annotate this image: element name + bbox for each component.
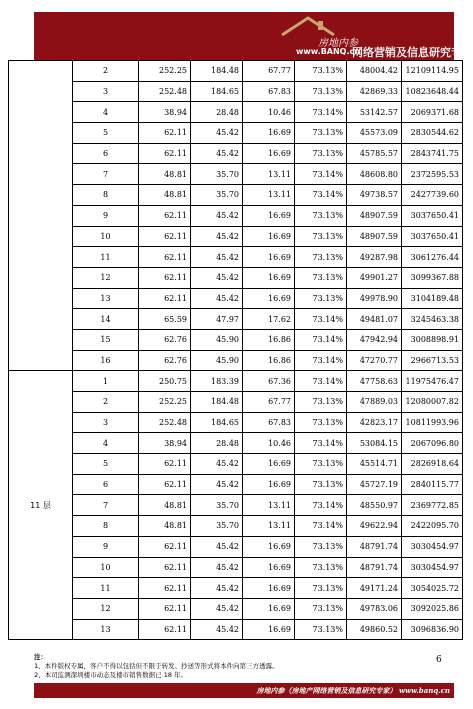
table-row xyxy=(9,226,463,247)
ratio-cell: 73.14% xyxy=(295,371,347,392)
total-price-cell: 11975476.47 xyxy=(402,371,463,392)
area-b-cell: 184.48 xyxy=(191,61,243,82)
unit-no-cell: 6 xyxy=(73,474,139,495)
area-a-cell: 62.11 xyxy=(139,288,191,309)
total-price-cell: 3061276.44 xyxy=(402,247,463,268)
area-a-cell: 62.11 xyxy=(139,247,191,268)
floor-cell: 11 层 xyxy=(9,371,73,640)
area-c-cell: 16.69 xyxy=(243,578,295,599)
area-a-cell: 62.11 xyxy=(139,598,191,619)
unit-no-cell: 3 xyxy=(73,81,139,102)
notes-title: 注： xyxy=(34,653,47,661)
table-row xyxy=(9,619,463,640)
total-price-cell: 3245463.38 xyxy=(402,309,463,330)
unit-no-cell: 9 xyxy=(73,536,139,557)
area-a-cell: 62.11 xyxy=(139,474,191,495)
unit-price-cell: 49171.24 xyxy=(347,578,402,599)
area-c-cell: 16.69 xyxy=(243,557,295,578)
table-row xyxy=(9,474,463,495)
unit-price-cell: 45785.57 xyxy=(347,143,402,164)
ratio-cell: 73.13% xyxy=(295,267,347,288)
area-c-cell: 13.11 xyxy=(243,495,295,516)
ratio-cell: 73.13% xyxy=(295,61,347,82)
table-row xyxy=(9,185,463,206)
unit-price-cell: 49978.90 xyxy=(347,288,402,309)
area-b-cell: 45.42 xyxy=(191,247,243,268)
site-name: 房地内参 xyxy=(318,38,358,49)
area-a-cell: 62.11 xyxy=(139,536,191,557)
table-row xyxy=(9,81,463,102)
table-row xyxy=(9,598,463,619)
unit-price-cell: 48004.42 xyxy=(347,61,402,82)
area-b-cell: 183.39 xyxy=(191,371,243,392)
unit-price-cell: 47758.63 xyxy=(347,371,402,392)
area-b-cell: 35.70 xyxy=(191,164,243,185)
total-price-cell: 12109114.95 xyxy=(402,61,463,82)
unit-price-cell: 47270.77 xyxy=(347,350,402,371)
ratio-cell: 73.14% xyxy=(295,102,347,123)
ratio-cell: 73.13% xyxy=(295,454,347,475)
unit-no-cell: 12 xyxy=(73,267,139,288)
area-b-cell: 45.42 xyxy=(191,205,243,226)
unit-no-cell: 5 xyxy=(73,454,139,475)
area-c-cell: 16.69 xyxy=(243,536,295,557)
area-c-cell: 16.69 xyxy=(243,143,295,164)
area-c-cell: 67.36 xyxy=(243,371,295,392)
area-c-cell: 10.46 xyxy=(243,102,295,123)
total-price-cell: 2422095.70 xyxy=(402,516,463,537)
table-row xyxy=(9,536,463,557)
area-c-cell: 13.11 xyxy=(243,516,295,537)
unit-price-cell: 49901.27 xyxy=(347,267,402,288)
unit-no-cell: 5 xyxy=(73,123,139,144)
table-row xyxy=(9,205,463,226)
table-row xyxy=(9,247,463,268)
ratio-cell: 73.13% xyxy=(295,619,347,640)
table-row xyxy=(9,392,463,413)
total-price-cell: 3092025.86 xyxy=(402,598,463,619)
ratio-cell: 73.13% xyxy=(295,226,347,247)
total-price-cell: 10823648.44 xyxy=(402,81,463,102)
area-b-cell: 45.42 xyxy=(191,123,243,144)
area-a-cell: 65.59 xyxy=(139,309,191,330)
unit-price-cell: 47942.94 xyxy=(347,329,402,350)
ratio-cell: 73.13% xyxy=(295,557,347,578)
unit-no-cell: 8 xyxy=(73,516,139,537)
area-a-cell: 48.81 xyxy=(139,516,191,537)
unit-no-cell: 13 xyxy=(73,619,139,640)
area-c-cell: 67.83 xyxy=(243,412,295,433)
total-price-cell: 2840115.77 xyxy=(402,474,463,495)
unit-no-cell: 14 xyxy=(73,309,139,330)
area-c-cell: 13.11 xyxy=(243,164,295,185)
ratio-cell: 73.13% xyxy=(295,123,347,144)
total-price-cell: 2843741.75 xyxy=(402,143,463,164)
area-a-cell: 38.94 xyxy=(139,102,191,123)
unit-no-cell: 15 xyxy=(73,329,139,350)
table-row xyxy=(9,557,463,578)
ratio-cell: 73.14% xyxy=(295,433,347,454)
area-b-cell: 45.90 xyxy=(191,350,243,371)
area-a-cell: 62.76 xyxy=(139,350,191,371)
unit-no-cell: 8 xyxy=(73,185,139,206)
unit-no-cell: 10 xyxy=(73,557,139,578)
area-b-cell: 45.90 xyxy=(191,329,243,350)
ratio-cell: 73.13% xyxy=(295,392,347,413)
area-b-cell: 28.48 xyxy=(191,433,243,454)
total-price-cell: 2826918.64 xyxy=(402,454,463,475)
unit-no-cell: 1 xyxy=(73,371,139,392)
unit-price-cell: 45573.09 xyxy=(347,123,402,144)
total-price-cell: 3037650.41 xyxy=(402,205,463,226)
total-price-cell: 3008898.91 xyxy=(402,329,463,350)
ratio-cell: 73.13% xyxy=(295,81,347,102)
table-row xyxy=(9,61,463,82)
area-b-cell: 45.42 xyxy=(191,226,243,247)
area-b-cell: 45.42 xyxy=(191,536,243,557)
total-price-cell: 3096836.90 xyxy=(402,619,463,640)
unit-price-cell: 48791.74 xyxy=(347,536,402,557)
area-c-cell: 16.69 xyxy=(243,474,295,495)
area-c-cell: 16.86 xyxy=(243,350,295,371)
area-a-cell: 62.11 xyxy=(139,226,191,247)
ratio-cell: 73.13% xyxy=(295,598,347,619)
ratio-cell: 73.14% xyxy=(295,516,347,537)
table-row xyxy=(9,350,463,371)
unit-price-cell: 48791.74 xyxy=(347,557,402,578)
area-b-cell: 47.97 xyxy=(191,309,243,330)
area-a-cell: 48.81 xyxy=(139,164,191,185)
unit-price-cell: 49481.07 xyxy=(347,309,402,330)
area-a-cell: 62.11 xyxy=(139,619,191,640)
table-row xyxy=(9,143,463,164)
unit-price-cell: 48608.80 xyxy=(347,164,402,185)
area-c-cell: 16.69 xyxy=(243,247,295,268)
ratio-cell: 73.14% xyxy=(295,329,347,350)
total-price-cell: 10811993.96 xyxy=(402,412,463,433)
unit-no-cell: 16 xyxy=(73,350,139,371)
area-b-cell: 45.42 xyxy=(191,288,243,309)
header-banner xyxy=(34,12,473,60)
table-row xyxy=(9,267,463,288)
total-price-cell: 3054025.72 xyxy=(402,578,463,599)
unit-price-cell: 49287.98 xyxy=(347,247,402,268)
table-row xyxy=(9,164,463,185)
area-a-cell: 38.94 xyxy=(139,433,191,454)
table-row xyxy=(9,309,463,330)
header-slogan: 网络营销及信息研究专家 xyxy=(352,46,473,59)
area-b-cell: 35.70 xyxy=(191,495,243,516)
area-c-cell: 13.11 xyxy=(243,185,295,206)
area-c-cell: 16.86 xyxy=(243,329,295,350)
ratio-cell: 73.14% xyxy=(295,185,347,206)
area-c-cell: 16.69 xyxy=(243,226,295,247)
total-price-cell: 2069371.68 xyxy=(402,102,463,123)
area-b-cell: 45.42 xyxy=(191,598,243,619)
ratio-cell: 73.14% xyxy=(295,309,347,330)
area-b-cell: 45.42 xyxy=(191,474,243,495)
ratio-cell: 73.13% xyxy=(295,474,347,495)
table-row xyxy=(9,371,463,392)
area-c-cell: 16.69 xyxy=(243,454,295,475)
table-row xyxy=(9,288,463,309)
area-a-cell: 48.81 xyxy=(139,185,191,206)
unit-price-cell: 49738.57 xyxy=(347,185,402,206)
area-a-cell: 252.48 xyxy=(139,412,191,433)
area-c-cell: 10.46 xyxy=(243,433,295,454)
area-a-cell: 62.11 xyxy=(139,454,191,475)
table-row xyxy=(9,516,463,537)
area-a-cell: 62.76 xyxy=(139,329,191,350)
unit-no-cell: 9 xyxy=(73,205,139,226)
area-b-cell: 45.42 xyxy=(191,557,243,578)
page-number: 6 xyxy=(436,655,442,665)
total-price-cell: 2830544.62 xyxy=(402,123,463,144)
unit-price-cell: 45727.19 xyxy=(347,474,402,495)
area-b-cell: 35.70 xyxy=(191,185,243,206)
area-c-cell: 16.69 xyxy=(243,619,295,640)
area-a-cell: 62.11 xyxy=(139,123,191,144)
area-a-cell: 48.81 xyxy=(139,495,191,516)
footer-bar: 房地内参（房地产网络营销及信息研究专家） www.banq.cn xyxy=(34,683,454,698)
total-price-cell: 3037650.41 xyxy=(402,226,463,247)
notes xyxy=(34,653,454,680)
ratio-cell: 73.14% xyxy=(295,495,347,516)
sales-table xyxy=(8,60,463,640)
area-b-cell: 184.65 xyxy=(191,81,243,102)
unit-price-cell: 47889.03 xyxy=(347,392,402,413)
ratio-cell: 73.13% xyxy=(295,288,347,309)
area-a-cell: 62.11 xyxy=(139,557,191,578)
area-c-cell: 16.69 xyxy=(243,598,295,619)
area-c-cell: 17.62 xyxy=(243,309,295,330)
unit-no-cell: 4 xyxy=(73,102,139,123)
unit-no-cell: 7 xyxy=(73,495,139,516)
table-row xyxy=(9,102,463,123)
table-row xyxy=(9,454,463,475)
unit-price-cell: 42869.33 xyxy=(347,81,402,102)
area-c-cell: 67.83 xyxy=(243,81,295,102)
unit-no-cell: 2 xyxy=(73,61,139,82)
ratio-cell: 73.13% xyxy=(295,578,347,599)
unit-no-cell: 11 xyxy=(73,578,139,599)
ratio-cell: 73.13% xyxy=(295,143,347,164)
total-price-cell: 3104189.48 xyxy=(402,288,463,309)
unit-price-cell: 45514.71 xyxy=(347,454,402,475)
ratio-cell: 73.14% xyxy=(295,350,347,371)
area-b-cell: 184.65 xyxy=(191,412,243,433)
table-row xyxy=(9,329,463,350)
area-b-cell: 45.42 xyxy=(191,454,243,475)
unit-price-cell: 49783.06 xyxy=(347,598,402,619)
area-b-cell: 45.42 xyxy=(191,619,243,640)
area-b-cell: 184.48 xyxy=(191,392,243,413)
note-line-2: 2、本司监测深圳楼市动态及楼市销售数据已 18 年。 xyxy=(34,671,188,679)
unit-no-cell: 6 xyxy=(73,143,139,164)
area-a-cell: 62.11 xyxy=(139,267,191,288)
total-price-cell: 3099367.88 xyxy=(402,267,463,288)
area-c-cell: 16.69 xyxy=(243,288,295,309)
total-price-cell: 3030454.97 xyxy=(402,536,463,557)
area-c-cell: 16.69 xyxy=(243,267,295,288)
ratio-cell: 73.13% xyxy=(295,412,347,433)
area-b-cell: 28.48 xyxy=(191,102,243,123)
area-a-cell: 62.11 xyxy=(139,205,191,226)
table-row xyxy=(9,412,463,433)
unit-no-cell: 12 xyxy=(73,598,139,619)
ratio-cell: 73.13% xyxy=(295,247,347,268)
area-a-cell: 62.11 xyxy=(139,143,191,164)
area-b-cell: 45.42 xyxy=(191,143,243,164)
area-c-cell: 16.69 xyxy=(243,123,295,144)
unit-no-cell: 7 xyxy=(73,164,139,185)
total-price-cell: 3030454.97 xyxy=(402,557,463,578)
table-row xyxy=(9,578,463,599)
area-a-cell: 252.48 xyxy=(139,81,191,102)
area-c-cell: 67.77 xyxy=(243,392,295,413)
unit-price-cell: 49860.52 xyxy=(347,619,402,640)
ratio-cell: 73.13% xyxy=(295,536,347,557)
table-row xyxy=(9,495,463,516)
area-a-cell: 252.25 xyxy=(139,392,191,413)
total-price-cell: 2067096.80 xyxy=(402,433,463,454)
area-b-cell: 45.42 xyxy=(191,578,243,599)
unit-price-cell: 49622.94 xyxy=(347,516,402,537)
ratio-cell: 73.14% xyxy=(295,164,347,185)
area-a-cell: 250.75 xyxy=(139,371,191,392)
unit-price-cell: 48907.59 xyxy=(347,205,402,226)
ratio-cell: 73.13% xyxy=(295,205,347,226)
unit-no-cell: 3 xyxy=(73,412,139,433)
note-line-1: 1、本件版权专属，客户不得以包括但不限于转发、抄送等形式将本件向第三方透露。 xyxy=(34,662,279,670)
total-price-cell: 2372595.53 xyxy=(402,164,463,185)
area-a-cell: 252.25 xyxy=(139,61,191,82)
area-b-cell: 45.42 xyxy=(191,267,243,288)
area-c-cell: 67.77 xyxy=(243,61,295,82)
area-c-cell: 16.69 xyxy=(243,205,295,226)
unit-no-cell: 4 xyxy=(73,433,139,454)
unit-price-cell: 48550.97 xyxy=(347,495,402,516)
table-row xyxy=(9,433,463,454)
unit-price-cell: 53084.15 xyxy=(347,433,402,454)
total-price-cell: 2427739.60 xyxy=(402,185,463,206)
unit-price-cell: 48907.59 xyxy=(347,226,402,247)
total-price-cell: 2966713.53 xyxy=(402,350,463,371)
total-price-cell: 2369772.85 xyxy=(402,495,463,516)
site-url[interactable]: www.BANQ.cn xyxy=(296,47,360,56)
unit-no-cell: 2 xyxy=(73,392,139,413)
unit-price-cell: 42823.17 xyxy=(347,412,402,433)
area-b-cell: 35.70 xyxy=(191,516,243,537)
total-price-cell: 12080007.82 xyxy=(402,392,463,413)
unit-price-cell: 53142.57 xyxy=(347,102,402,123)
unit-no-cell: 11 xyxy=(73,247,139,268)
unit-no-cell: 10 xyxy=(73,226,139,247)
unit-no-cell: 13 xyxy=(73,288,139,309)
area-a-cell: 62.11 xyxy=(139,578,191,599)
table-row xyxy=(9,123,463,144)
floor-cell xyxy=(9,61,73,371)
